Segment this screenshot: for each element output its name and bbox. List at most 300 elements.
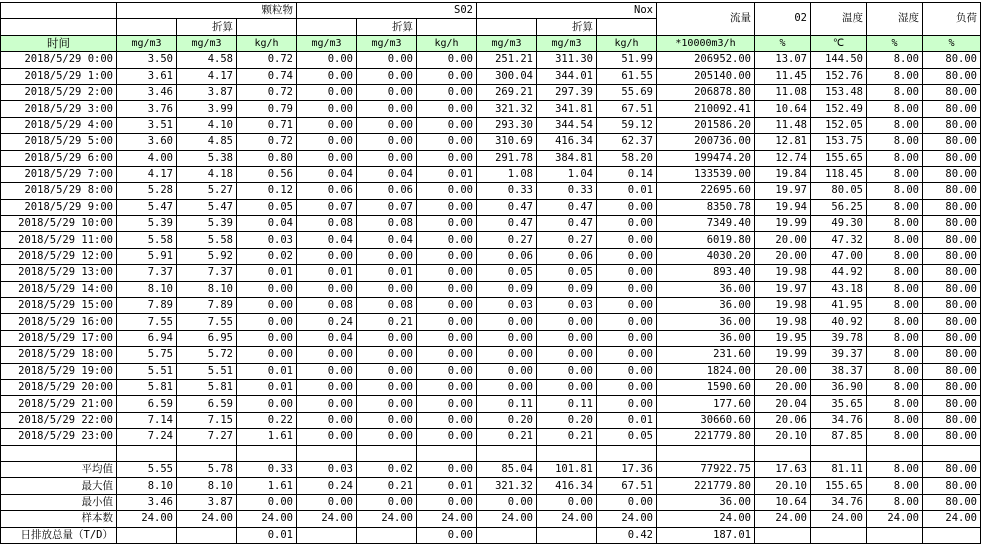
- value-cell: 8.00: [867, 150, 923, 166]
- blank-sub-cell: [417, 19, 477, 35]
- stat-value: 77922.75: [657, 461, 755, 477]
- value-cell: 0.07: [297, 199, 357, 215]
- value-cell: 80.00: [923, 248, 981, 264]
- value-cell: 8.00: [867, 68, 923, 84]
- value-cell: 8.00: [867, 281, 923, 297]
- value-cell: 7.55: [177, 314, 237, 330]
- subheader-nox-zhesuan: 折算: [537, 19, 597, 35]
- empty-cell: [117, 527, 177, 543]
- value-cell: 0.00: [417, 183, 477, 199]
- value-cell: 35.65: [811, 396, 867, 412]
- header-so2: S02: [297, 3, 477, 19]
- stat-value: 24.00: [867, 511, 923, 527]
- value-cell: 0.09: [477, 281, 537, 297]
- time-cell: 2018/5/29 20:00: [1, 379, 117, 395]
- table-row: [1, 429, 981, 445]
- value-cell: 8.00: [867, 117, 923, 133]
- value-cell: 58.20: [597, 150, 657, 166]
- stat-value: 81.11: [811, 461, 867, 477]
- value-cell: 6.59: [117, 396, 177, 412]
- table-row: [1, 281, 981, 297]
- unit-so2-conc: mg/m3: [297, 35, 357, 51]
- stat-value: 0.21: [357, 478, 417, 494]
- stat-value: 34.76: [811, 494, 867, 510]
- value-cell: 0.00: [417, 232, 477, 248]
- value-cell: 19.98: [755, 314, 811, 330]
- value-cell: 291.78: [477, 150, 537, 166]
- stat-value: 155.65: [811, 478, 867, 494]
- value-cell: 7.27: [177, 429, 237, 445]
- time-cell: 2018/5/29 22:00: [1, 412, 117, 428]
- time-cell: 2018/5/29 19:00: [1, 363, 117, 379]
- empty-cell: [477, 445, 537, 461]
- stat-value: 221779.80: [657, 478, 755, 494]
- value-cell: 0.00: [297, 134, 357, 150]
- value-cell: 205140.00: [657, 68, 755, 84]
- table-row: [1, 101, 981, 117]
- value-cell: 0.47: [537, 199, 597, 215]
- value-cell: 7.15: [177, 412, 237, 428]
- value-cell: 0.00: [417, 84, 477, 100]
- stat-label: 样本数: [1, 511, 117, 527]
- header-flow: 流量: [657, 3, 755, 36]
- value-cell: 344.01: [537, 68, 597, 84]
- table-row: [1, 232, 981, 248]
- value-cell: 10.64: [755, 101, 811, 117]
- value-cell: 0.00: [237, 298, 297, 314]
- value-cell: 201586.20: [657, 117, 755, 133]
- value-cell: 0.00: [537, 347, 597, 363]
- value-cell: 4.10: [177, 117, 237, 133]
- stat-value: 5.55: [117, 461, 177, 477]
- value-cell: 80.05: [811, 183, 867, 199]
- stat-row: [1, 494, 981, 510]
- value-cell: 0.00: [417, 281, 477, 297]
- value-cell: 49.30: [811, 216, 867, 232]
- value-cell: 19.95: [755, 330, 811, 346]
- value-cell: 199474.20: [657, 150, 755, 166]
- value-cell: 11.45: [755, 68, 811, 84]
- unit-pm-rate: kg/h: [237, 35, 297, 51]
- value-cell: 36.00: [657, 281, 755, 297]
- value-cell: 0.04: [297, 330, 357, 346]
- value-cell: 0.00: [417, 52, 477, 68]
- value-cell: 0.27: [477, 232, 537, 248]
- value-cell: 118.45: [811, 166, 867, 182]
- unit-nox-conc: mg/m3: [477, 35, 537, 51]
- empty-cell: [657, 445, 755, 461]
- value-cell: 0.00: [417, 314, 477, 330]
- stat-value: 24.00: [117, 511, 177, 527]
- value-cell: 0.00: [357, 101, 417, 117]
- value-cell: 80.00: [923, 101, 981, 117]
- empty-cell: [1, 445, 117, 461]
- value-cell: 0.72: [237, 52, 297, 68]
- value-cell: 0.21: [537, 429, 597, 445]
- empty-cell: [923, 527, 981, 543]
- value-cell: 0.00: [297, 101, 357, 117]
- value-cell: 80.00: [923, 134, 981, 150]
- value-cell: 12.74: [755, 150, 811, 166]
- time-cell: 2018/5/29 4:00: [1, 117, 117, 133]
- stat-value: 36.00: [657, 494, 755, 510]
- value-cell: 80.00: [923, 117, 981, 133]
- value-cell: 0.03: [237, 232, 297, 248]
- stat-value: 24.00: [597, 511, 657, 527]
- blank-sub-cell: [237, 19, 297, 35]
- value-cell: 4.00: [117, 150, 177, 166]
- value-cell: 0.00: [417, 199, 477, 215]
- value-cell: 38.37: [811, 363, 867, 379]
- value-cell: 0.08: [357, 216, 417, 232]
- value-cell: 80.00: [923, 52, 981, 68]
- stat-value: 8.00: [867, 494, 923, 510]
- emission-report-table: [0, 2, 981, 544]
- time-cell: 2018/5/29 21:00: [1, 396, 117, 412]
- value-cell: 3.50: [117, 52, 177, 68]
- value-cell: 0.00: [537, 330, 597, 346]
- value-cell: 8.00: [867, 248, 923, 264]
- value-cell: 3.46: [117, 84, 177, 100]
- stat-value: 85.04: [477, 461, 537, 477]
- time-cell: 2018/5/29 18:00: [1, 347, 117, 363]
- value-cell: 6.94: [117, 330, 177, 346]
- value-cell: 20.00: [755, 379, 811, 395]
- unit-flow: *10000m3/h: [657, 35, 755, 51]
- value-cell: 0.08: [297, 298, 357, 314]
- value-cell: 0.27: [537, 232, 597, 248]
- value-cell: 221779.80: [657, 429, 755, 445]
- value-cell: 0.71: [237, 117, 297, 133]
- value-cell: 133539.00: [657, 166, 755, 182]
- value-cell: 80.00: [923, 330, 981, 346]
- table-row: [1, 52, 981, 68]
- value-cell: 39.37: [811, 347, 867, 363]
- value-cell: 0.00: [537, 363, 597, 379]
- value-cell: 80.00: [923, 412, 981, 428]
- empty-cell: [117, 445, 177, 461]
- value-cell: 0.01: [357, 265, 417, 281]
- table-row: [1, 248, 981, 264]
- daily-total-label: 日排放总量（T/D）: [1, 527, 117, 543]
- value-cell: 5.47: [177, 199, 237, 215]
- value-cell: 8.00: [867, 429, 923, 445]
- value-cell: 0.00: [297, 68, 357, 84]
- value-cell: 5.75: [117, 347, 177, 363]
- value-cell: 206952.00: [657, 52, 755, 68]
- empty-cell: [811, 445, 867, 461]
- value-cell: 0.00: [597, 216, 657, 232]
- stat-value: 17.63: [755, 461, 811, 477]
- value-cell: 0.12: [237, 183, 297, 199]
- value-cell: 0.00: [417, 347, 477, 363]
- value-cell: 62.37: [597, 134, 657, 150]
- value-cell: 0.47: [537, 216, 597, 232]
- value-cell: 80.00: [923, 298, 981, 314]
- value-cell: 3.51: [117, 117, 177, 133]
- value-cell: 0.06: [297, 183, 357, 199]
- unit-humidity: %: [867, 35, 923, 51]
- value-cell: 36.90: [811, 379, 867, 395]
- value-cell: 0.00: [597, 314, 657, 330]
- value-cell: 19.98: [755, 298, 811, 314]
- value-cell: 231.60: [657, 347, 755, 363]
- value-cell: 0.00: [477, 330, 537, 346]
- stat-value: 24.00: [657, 511, 755, 527]
- value-cell: 0.00: [477, 363, 537, 379]
- blank-sub-cell: [477, 19, 537, 35]
- value-cell: 5.72: [177, 347, 237, 363]
- table-row: [1, 265, 981, 281]
- value-cell: 0.00: [357, 363, 417, 379]
- value-cell: 416.34: [537, 134, 597, 150]
- value-cell: 0.79: [237, 101, 297, 117]
- value-cell: 0.00: [297, 52, 357, 68]
- value-cell: 8.00: [867, 84, 923, 100]
- stat-value: 0.00: [537, 494, 597, 510]
- value-cell: 0.00: [417, 265, 477, 281]
- stat-value: 24.00: [811, 511, 867, 527]
- value-cell: 3.61: [117, 68, 177, 84]
- table-row: [1, 379, 981, 395]
- blank-corner-cell: [1, 3, 117, 19]
- value-cell: 153.75: [811, 134, 867, 150]
- value-cell: 36.00: [657, 298, 755, 314]
- value-cell: 34.76: [811, 412, 867, 428]
- unit-time: 时间: [1, 35, 117, 51]
- time-cell: 2018/5/29 23:00: [1, 429, 117, 445]
- value-cell: 0.80: [237, 150, 297, 166]
- value-cell: 0.00: [597, 265, 657, 281]
- value-cell: 43.18: [811, 281, 867, 297]
- value-cell: 0.01: [297, 265, 357, 281]
- unit-load: %: [923, 35, 981, 51]
- value-cell: 0.04: [297, 232, 357, 248]
- stat-value: 24.00: [357, 511, 417, 527]
- value-cell: 0.01: [597, 183, 657, 199]
- table-row: [1, 216, 981, 232]
- value-cell: 4.17: [117, 166, 177, 182]
- table-row: [1, 396, 981, 412]
- value-cell: 8.00: [867, 101, 923, 117]
- value-cell: 6.59: [177, 396, 237, 412]
- stat-value: 24.00: [923, 511, 981, 527]
- value-cell: 311.30: [537, 52, 597, 68]
- value-cell: 177.60: [657, 396, 755, 412]
- stat-value: 10.64: [755, 494, 811, 510]
- value-cell: 3.76: [117, 101, 177, 117]
- value-cell: 0.00: [417, 248, 477, 264]
- empty-cell: [297, 445, 357, 461]
- stat-value: 5.78: [177, 461, 237, 477]
- value-cell: 0.00: [357, 68, 417, 84]
- value-cell: 80.00: [923, 84, 981, 100]
- time-cell: 2018/5/29 11:00: [1, 232, 117, 248]
- stat-value: 17.36: [597, 461, 657, 477]
- value-cell: 0.07: [357, 199, 417, 215]
- value-cell: 7.89: [117, 298, 177, 314]
- value-cell: 0.00: [357, 52, 417, 68]
- value-cell: 40.92: [811, 314, 867, 330]
- empty-cell: [597, 445, 657, 461]
- stat-value: 3.46: [117, 494, 177, 510]
- empty-cell: [867, 445, 923, 461]
- unit-nox-rate: kg/h: [597, 35, 657, 51]
- value-cell: 0.00: [477, 379, 537, 395]
- value-cell: 0.00: [597, 396, 657, 412]
- value-cell: 0.00: [417, 298, 477, 314]
- value-cell: 59.12: [597, 117, 657, 133]
- value-cell: 7.89: [177, 298, 237, 314]
- stat-value: 80.00: [923, 461, 981, 477]
- value-cell: 0.00: [357, 330, 417, 346]
- value-cell: 8.00: [867, 199, 923, 215]
- value-cell: 0.11: [537, 396, 597, 412]
- value-cell: 0.00: [297, 347, 357, 363]
- table-row: [1, 347, 981, 363]
- stat-value: 24.00: [177, 511, 237, 527]
- value-cell: 0.01: [417, 166, 477, 182]
- value-cell: 5.51: [117, 363, 177, 379]
- value-cell: 0.00: [237, 281, 297, 297]
- value-cell: 7349.40: [657, 216, 755, 232]
- table-row: [1, 68, 981, 84]
- value-cell: 0.00: [477, 347, 537, 363]
- value-cell: 0.00: [597, 298, 657, 314]
- header-pm: 颗粒物: [117, 3, 297, 19]
- empty-cell: [357, 527, 417, 543]
- value-cell: 0.00: [417, 379, 477, 395]
- value-cell: 0.00: [597, 199, 657, 215]
- value-cell: 0.08: [297, 216, 357, 232]
- value-cell: 6019.80: [657, 232, 755, 248]
- stat-label: 最大值: [1, 478, 117, 494]
- value-cell: 0.00: [597, 347, 657, 363]
- value-cell: 5.39: [177, 216, 237, 232]
- value-cell: 80.00: [923, 232, 981, 248]
- time-cell: 2018/5/29 3:00: [1, 101, 117, 117]
- units-row: [1, 35, 981, 51]
- value-cell: 6.95: [177, 330, 237, 346]
- value-cell: 5.51: [177, 363, 237, 379]
- time-cell: 2018/5/29 9:00: [1, 199, 117, 215]
- value-cell: 11.48: [755, 117, 811, 133]
- stat-value: 0.00: [417, 461, 477, 477]
- table-row: [1, 166, 981, 182]
- time-cell: 2018/5/29 14:00: [1, 281, 117, 297]
- value-cell: 0.00: [597, 379, 657, 395]
- value-cell: 0.01: [237, 363, 297, 379]
- value-cell: 0.00: [297, 396, 357, 412]
- value-cell: 5.28: [117, 183, 177, 199]
- value-cell: 0.33: [477, 183, 537, 199]
- value-cell: 80.00: [923, 265, 981, 281]
- value-cell: 8.00: [867, 379, 923, 395]
- stat-value: 1.61: [237, 478, 297, 494]
- value-cell: 36.00: [657, 330, 755, 346]
- value-cell: 0.00: [417, 363, 477, 379]
- stat-value: 24.00: [237, 511, 297, 527]
- empty-cell: [867, 527, 923, 543]
- value-cell: 310.69: [477, 134, 537, 150]
- time-cell: 2018/5/29 13:00: [1, 265, 117, 281]
- value-cell: 8.00: [867, 232, 923, 248]
- value-cell: 0.00: [237, 330, 297, 346]
- table-row: [1, 199, 981, 215]
- value-cell: 8.10: [117, 281, 177, 297]
- value-cell: 0.00: [297, 281, 357, 297]
- value-cell: 0.04: [357, 166, 417, 182]
- value-cell: 251.21: [477, 52, 537, 68]
- value-cell: 0.04: [297, 166, 357, 182]
- value-cell: 0.11: [477, 396, 537, 412]
- value-cell: 153.48: [811, 84, 867, 100]
- value-cell: 0.01: [597, 412, 657, 428]
- value-cell: 11.08: [755, 84, 811, 100]
- empty-cell: [477, 527, 537, 543]
- value-cell: 3.99: [177, 101, 237, 117]
- value-cell: 0.21: [477, 429, 537, 445]
- value-cell: 0.04: [357, 232, 417, 248]
- spacer-row: [1, 445, 981, 461]
- value-cell: 0.00: [537, 314, 597, 330]
- empty-cell: [357, 445, 417, 461]
- stat-value: 67.51: [597, 478, 657, 494]
- time-cell: 2018/5/29 16:00: [1, 314, 117, 330]
- value-cell: 0.00: [357, 429, 417, 445]
- value-cell: 22695.60: [657, 183, 755, 199]
- table-row: [1, 183, 981, 199]
- table-row: [1, 117, 981, 133]
- value-cell: 0.74: [237, 68, 297, 84]
- value-cell: 13.07: [755, 52, 811, 68]
- stat-value: 8.00: [867, 461, 923, 477]
- value-cell: 893.40: [657, 265, 755, 281]
- value-cell: 19.99: [755, 347, 811, 363]
- table-row: [1, 330, 981, 346]
- empty-cell: [811, 527, 867, 543]
- value-cell: 0.00: [297, 412, 357, 428]
- value-cell: 206878.80: [657, 84, 755, 100]
- value-cell: 20.04: [755, 396, 811, 412]
- value-cell: 0.00: [357, 248, 417, 264]
- value-cell: 8.00: [867, 166, 923, 182]
- value-cell: 0.56: [237, 166, 297, 182]
- stat-value: 20.10: [755, 478, 811, 494]
- unit-pm-conc: mg/m3: [117, 35, 177, 51]
- header-nox: Nox: [477, 3, 657, 19]
- value-cell: 144.50: [811, 52, 867, 68]
- value-cell: 0.00: [297, 429, 357, 445]
- time-cell: 2018/5/29 8:00: [1, 183, 117, 199]
- stat-value: 3.87: [177, 494, 237, 510]
- value-cell: 0.00: [417, 216, 477, 232]
- value-cell: 0.21: [357, 314, 417, 330]
- stat-value: 0.00: [417, 494, 477, 510]
- value-cell: 0.00: [357, 379, 417, 395]
- value-cell: 0.05: [477, 265, 537, 281]
- table-row: [1, 298, 981, 314]
- value-cell: 0.00: [297, 248, 357, 264]
- value-cell: 8.00: [867, 363, 923, 379]
- value-cell: 80.00: [923, 429, 981, 445]
- stat-row: [1, 461, 981, 477]
- value-cell: 7.55: [117, 314, 177, 330]
- value-cell: 8.00: [867, 298, 923, 314]
- stat-value: 24.00: [297, 511, 357, 527]
- time-cell: 2018/5/29 15:00: [1, 298, 117, 314]
- stat-value: 80.00: [923, 478, 981, 494]
